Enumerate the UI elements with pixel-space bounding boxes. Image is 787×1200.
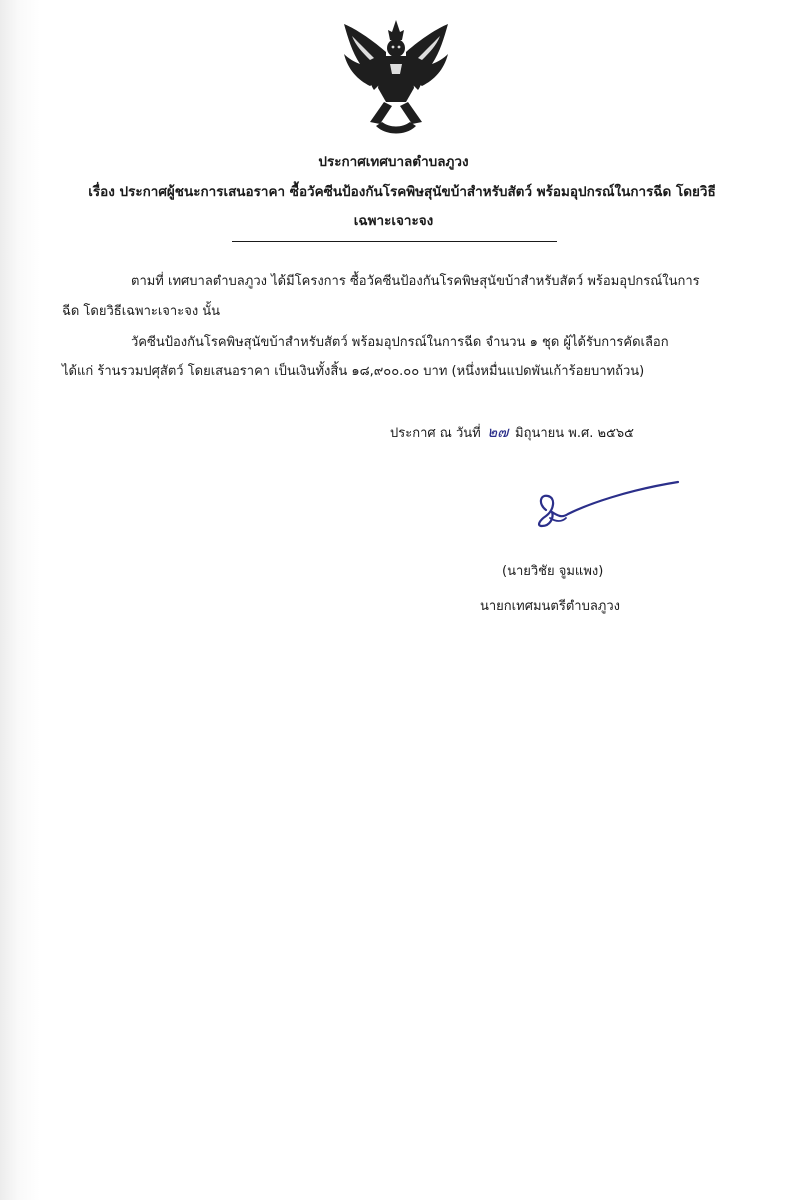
paragraph-1-line-1: ตามที่ เทศบาลตำบลภูวง ได้มีโครงการ ซื้อวัคซีนป้องกันโรคพิษสุนัขบ้าสำหรับสัตว์ พร้อมอุปกรณ์ในการ — [131, 274, 700, 289]
paragraph-2-line-1: วัคซีนป้องกันโรคพิษสุนัขบ้าสำหรับสัตว์ พร้อมอุปกรณ์ในการฉีด จำนวน ๑ ชุด ผู้ได้รับการคัดเลือก — [131, 335, 669, 350]
signature-icon — [528, 476, 688, 536]
signer-position: นายกเทศมนตรีตำบลภูวง — [480, 599, 620, 614]
announce-suffix: มิถุนายน พ.ศ. ๒๕๖๕ — [515, 426, 634, 441]
document-subject-continued: เฉพาะเจาะจง — [353, 213, 434, 229]
document-title: ประกาศเทศบาลตำบลภูวง — [318, 154, 469, 170]
garuda-emblem-icon — [340, 18, 452, 140]
announce-day-handwritten: ๒๗ — [487, 423, 509, 441]
announcement-date — [390, 420, 634, 444]
title-divider — [232, 241, 557, 242]
paragraph-1-line-2: ฉีด โดยวิธีเฉพาะเจาะจง นั้น — [62, 304, 221, 319]
announce-prefix: ประกาศ ณ วันที่ — [390, 426, 481, 441]
paragraph-2-line-2: ได้แก่ ร้านรวมปศุสัตว์ โดยเสนอราคา เป็นเงินทั้งสิ้น ๑๘,๙๐๐.๐๐ บาท (หนึ่งหมื่นแปดพันเก้าร้อยบาทถ้วน) — [62, 364, 645, 379]
document-subject: เรื่อง ประกาศผู้ชนะการเสนอราคา ซื้อวัคซีนป้องกันโรคพิษสุนัขบ้าสำหรับสัตว์ พร้อมอุปกรณ์ในการฉีด โดยวิธี — [88, 184, 716, 200]
signer-name: (นายวิชัย จูมแพง) — [502, 564, 604, 579]
